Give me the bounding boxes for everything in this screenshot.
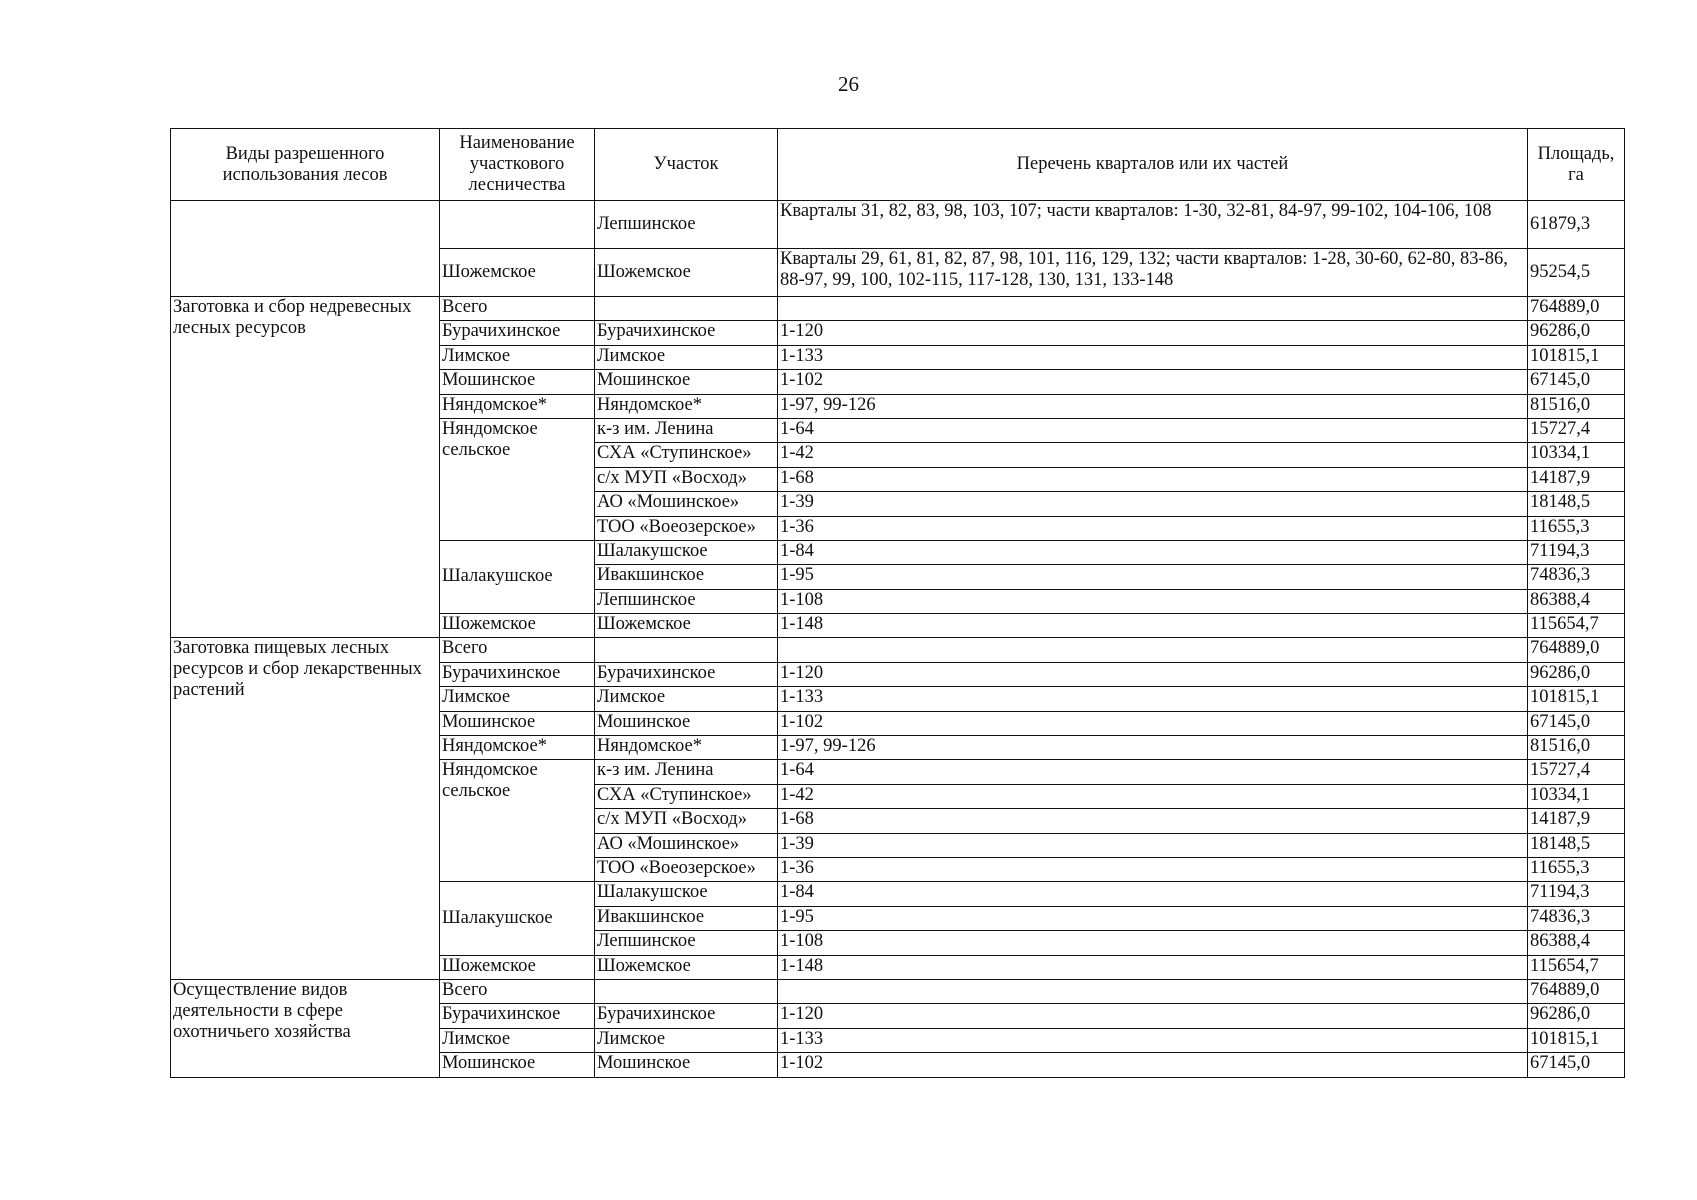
use-type-cell: Заготовка пищевых лесных ресурсов и сбор лекарственных растений bbox=[171, 638, 440, 979]
quarters-cell: 1-68 bbox=[778, 809, 1528, 833]
forestry-cell: Шалакушское bbox=[440, 882, 595, 955]
quarters-cell bbox=[778, 979, 1528, 1003]
header-forestry: Наименование участкового лесничества bbox=[440, 129, 595, 201]
plot-cell: Лимское bbox=[595, 1028, 778, 1052]
plot-cell: Мошинское bbox=[595, 711, 778, 735]
header-area: Площадь, га bbox=[1528, 129, 1625, 201]
table-row bbox=[171, 201, 1625, 249]
quarters-cell: 1-95 bbox=[778, 565, 1528, 589]
forestry-cell: Няндомское сельское bbox=[440, 418, 595, 540]
forest-use-table bbox=[170, 128, 1625, 1078]
forestry-cell: Лимское bbox=[440, 345, 595, 369]
quarters-cell bbox=[778, 297, 1528, 321]
area-cell: 115654,7 bbox=[1528, 955, 1625, 979]
plot-cell bbox=[595, 638, 778, 662]
plot-cell: Лепшинское bbox=[595, 931, 778, 955]
quarters-cell: 1-108 bbox=[778, 589, 1528, 613]
use-type-cell bbox=[171, 201, 440, 297]
quarters-cell: 1-36 bbox=[778, 516, 1528, 540]
plot-cell: Ивакшинское bbox=[595, 565, 778, 589]
quarters-cell: 1-133 bbox=[778, 345, 1528, 369]
area-cell: 74836,3 bbox=[1528, 565, 1625, 589]
quarters-cell: 1-148 bbox=[778, 614, 1528, 638]
quarters-cell: 1-97, 99-126 bbox=[778, 394, 1528, 418]
plot-cell: АО «Мошинское» bbox=[595, 833, 778, 857]
plot-cell: Шалакушское bbox=[595, 882, 778, 906]
forestry-cell: Мошинское bbox=[440, 370, 595, 394]
area-cell: 101815,1 bbox=[1528, 687, 1625, 711]
area-cell: 67145,0 bbox=[1528, 711, 1625, 735]
area-cell: 96286,0 bbox=[1528, 662, 1625, 686]
header-quarters: Перечень кварталов или их частей bbox=[778, 129, 1528, 201]
plot-cell: АО «Мошинское» bbox=[595, 492, 778, 516]
quarters-cell: Кварталы 31, 82, 83, 98, 103, 107; части кварталов: 1-30, 32-81, 84-97, 99-102, 104-106, 108 bbox=[778, 201, 1528, 249]
area-cell: 15727,4 bbox=[1528, 418, 1625, 442]
area-cell: 10334,1 bbox=[1528, 443, 1625, 467]
forestry-cell: Лимское bbox=[440, 687, 595, 711]
table-header-row bbox=[171, 129, 1625, 201]
forestry-cell: Няндомское* bbox=[440, 736, 595, 760]
plot-cell bbox=[595, 297, 778, 321]
quarters-cell: 1-84 bbox=[778, 882, 1528, 906]
plot-cell: к-з им. Ленина bbox=[595, 760, 778, 784]
table-row bbox=[171, 638, 1625, 662]
plot-cell: СХА «Ступинское» bbox=[595, 443, 778, 467]
header-plot: Участок bbox=[595, 129, 778, 201]
plot-cell: Шалакушское bbox=[595, 540, 778, 564]
area-cell: 14187,9 bbox=[1528, 809, 1625, 833]
plot-cell: Ивакшинское bbox=[595, 906, 778, 930]
area-cell: 764889,0 bbox=[1528, 297, 1625, 321]
forestry-cell bbox=[440, 201, 595, 249]
area-cell: 10334,1 bbox=[1528, 784, 1625, 808]
forestry-cell: Шожемское bbox=[440, 955, 595, 979]
area-cell: 101815,1 bbox=[1528, 345, 1625, 369]
quarters-cell: 1-133 bbox=[778, 687, 1528, 711]
quarters-cell: 1-102 bbox=[778, 370, 1528, 394]
plot-cell bbox=[595, 979, 778, 1003]
quarters-cell: 1-42 bbox=[778, 784, 1528, 808]
quarters-cell: 1-120 bbox=[778, 1004, 1528, 1028]
area-cell: 95254,5 bbox=[1528, 249, 1625, 297]
quarters-cell: 1-39 bbox=[778, 833, 1528, 857]
plot-cell: к-з им. Ленина bbox=[595, 418, 778, 442]
table-row bbox=[171, 979, 1625, 1003]
area-cell: 61879,3 bbox=[1528, 201, 1625, 249]
forestry-cell: Всего bbox=[440, 638, 595, 662]
area-cell: 81516,0 bbox=[1528, 394, 1625, 418]
forestry-cell: Няндомское сельское bbox=[440, 760, 595, 882]
plot-cell: Бурачихинское bbox=[595, 1004, 778, 1028]
plot-cell: СХА «Ступинское» bbox=[595, 784, 778, 808]
forestry-cell: Шожемское bbox=[440, 249, 595, 297]
quarters-cell: 1-84 bbox=[778, 540, 1528, 564]
plot-cell: Шожемское bbox=[595, 614, 778, 638]
area-cell: 18148,5 bbox=[1528, 833, 1625, 857]
plot-cell: Лимское bbox=[595, 687, 778, 711]
area-cell: 67145,0 bbox=[1528, 1053, 1625, 1077]
area-cell: 18148,5 bbox=[1528, 492, 1625, 516]
quarters-cell: 1-148 bbox=[778, 955, 1528, 979]
area-cell: 115654,7 bbox=[1528, 614, 1625, 638]
quarters-cell: Кварталы 29, 61, 81, 82, 87, 98, 101, 116, 129, 132; части кварталов: 1-28, 30-60, 62-80, 83-86, 88-97, 99, 100, 102-115, 117-128, 130, 131, 133-148 bbox=[778, 249, 1528, 297]
plot-cell: Шожемское bbox=[595, 955, 778, 979]
quarters-cell: 1-42 bbox=[778, 443, 1528, 467]
forestry-cell: Всего bbox=[440, 979, 595, 1003]
quarters-cell: 1-108 bbox=[778, 931, 1528, 955]
forestry-cell: Шалакушское bbox=[440, 540, 595, 613]
area-cell: 96286,0 bbox=[1528, 321, 1625, 345]
area-cell: 14187,9 bbox=[1528, 467, 1625, 491]
area-cell: 15727,4 bbox=[1528, 760, 1625, 784]
plot-cell: Мошинское bbox=[595, 370, 778, 394]
quarters-cell: 1-120 bbox=[778, 321, 1528, 345]
area-cell: 71194,3 bbox=[1528, 882, 1625, 906]
quarters-cell: 1-102 bbox=[778, 1053, 1528, 1077]
quarters-cell: 1-39 bbox=[778, 492, 1528, 516]
quarters-cell: 1-68 bbox=[778, 467, 1528, 491]
use-type-cell: Осуществление видов деятельности в сфере охотничьего хозяйства bbox=[171, 979, 440, 1077]
forestry-cell: Лимское bbox=[440, 1028, 595, 1052]
quarters-cell: 1-64 bbox=[778, 760, 1528, 784]
area-cell: 67145,0 bbox=[1528, 370, 1625, 394]
quarters-cell: 1-36 bbox=[778, 857, 1528, 881]
forestry-cell: Всего bbox=[440, 297, 595, 321]
area-cell: 764889,0 bbox=[1528, 979, 1625, 1003]
forestry-cell: Няндомское* bbox=[440, 394, 595, 418]
quarters-cell: 1-120 bbox=[778, 662, 1528, 686]
quarters-cell bbox=[778, 638, 1528, 662]
area-cell: 11655,3 bbox=[1528, 857, 1625, 881]
plot-cell: Лимское bbox=[595, 345, 778, 369]
page-number: 26 bbox=[838, 72, 859, 96]
plot-cell: Няндомское* bbox=[595, 394, 778, 418]
quarters-cell: 1-64 bbox=[778, 418, 1528, 442]
area-cell: 101815,1 bbox=[1528, 1028, 1625, 1052]
area-cell: 96286,0 bbox=[1528, 1004, 1625, 1028]
header-use-type: Виды разрешенного использования лесов bbox=[171, 129, 440, 201]
plot-cell: Бурачихинское bbox=[595, 662, 778, 686]
plot-cell: Лепшинское bbox=[595, 589, 778, 613]
plot-cell: ТОО «Воеозерское» bbox=[595, 857, 778, 881]
area-cell: 81516,0 bbox=[1528, 736, 1625, 760]
plot-cell: Бурачихинское bbox=[595, 321, 778, 345]
quarters-cell: 1-133 bbox=[778, 1028, 1528, 1052]
plot-cell: Мошинское bbox=[595, 1053, 778, 1077]
forestry-cell: Бурачихинское bbox=[440, 662, 595, 686]
area-cell: 86388,4 bbox=[1528, 589, 1625, 613]
quarters-cell: 1-95 bbox=[778, 906, 1528, 930]
plot-cell: Няндомское* bbox=[595, 736, 778, 760]
use-type-cell: Заготовка и сбор недревесных лесных ресурсов bbox=[171, 297, 440, 638]
plot-cell: с/х МУП «Восход» bbox=[595, 809, 778, 833]
quarters-cell: 1-97, 99-126 bbox=[778, 736, 1528, 760]
area-cell: 71194,3 bbox=[1528, 540, 1625, 564]
forestry-cell: Бурачихинское bbox=[440, 1004, 595, 1028]
quarters-cell: 1-102 bbox=[778, 711, 1528, 735]
area-cell: 86388,4 bbox=[1528, 931, 1625, 955]
plot-cell: ТОО «Воеозерское» bbox=[595, 516, 778, 540]
area-cell: 11655,3 bbox=[1528, 516, 1625, 540]
area-cell: 764889,0 bbox=[1528, 638, 1625, 662]
forestry-cell: Шожемское bbox=[440, 614, 595, 638]
plot-cell: Шожемское bbox=[595, 249, 778, 297]
table-row bbox=[171, 297, 1625, 321]
forestry-cell: Бурачихинское bbox=[440, 321, 595, 345]
forestry-cell: Мошинское bbox=[440, 1053, 595, 1077]
plot-cell: с/х МУП «Восход» bbox=[595, 467, 778, 491]
plot-cell: Лепшинское bbox=[595, 201, 778, 249]
forestry-cell: Мошинское bbox=[440, 711, 595, 735]
area-cell: 74836,3 bbox=[1528, 906, 1625, 930]
